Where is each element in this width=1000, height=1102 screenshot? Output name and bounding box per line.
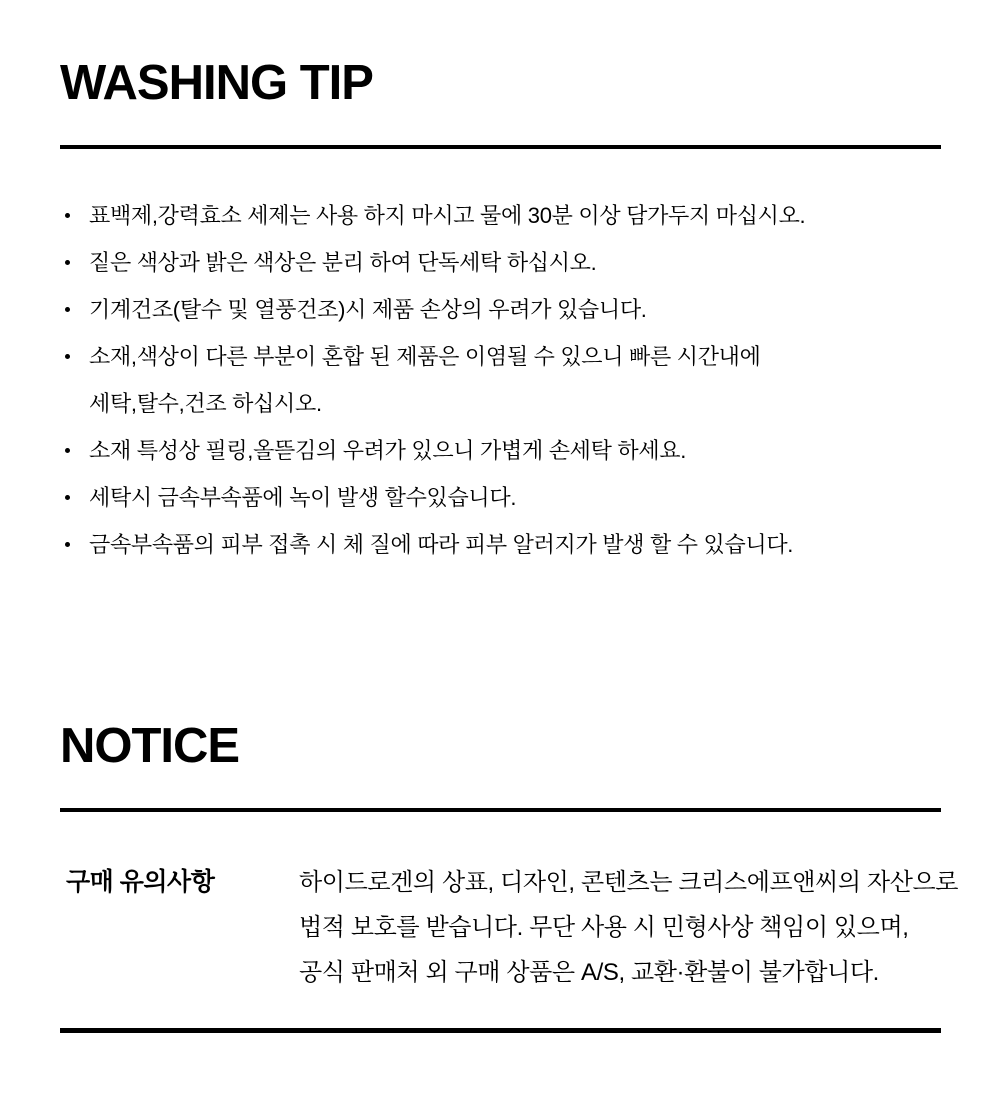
washing-tip-text-line: 소재,색상이 다른 부분이 혼합 된 제품은 이염될 수 있으니 빠른 시간내에 (89, 344, 761, 369)
bottom-divider (60, 1028, 941, 1033)
bullet-dot-icon (65, 495, 70, 500)
washing-tip-text: 금속부속품의 피부 접촉 시 체 질에 따라 피부 알러지가 발생 할 수 있습니다. (89, 532, 794, 557)
washing-tip-text: 세탁시 금속부속품에 녹이 발생 할수있습니다. (89, 485, 517, 510)
bullet-dot-icon (65, 448, 70, 453)
washing-tip-text (89, 333, 761, 427)
washing-tip-text-line: 세탁,탈수,건조 하십시오. (89, 391, 322, 416)
notice-body-line: 법적 보호를 받습니다. 무단 사용 시 민형사상 책임이 있으며, (299, 914, 909, 941)
notice-body-line: 하이드로겐의 상표, 디자인, 콘텐츠는 크리스에프앤씨의 자산으로 (299, 869, 959, 896)
washing-tip-item (60, 333, 945, 427)
notice-divider (60, 808, 941, 812)
washing-tip-item (60, 521, 945, 568)
notice-title: NOTICE (60, 719, 240, 773)
bullet-dot-icon (65, 260, 70, 265)
washing-tip-item (60, 427, 945, 474)
washing-tip-item (60, 192, 945, 239)
washing-tip-item (60, 474, 945, 521)
washing-tip-item (60, 239, 945, 286)
notice-label: 구매 유의사항 (66, 868, 215, 896)
bullet-dot-icon (65, 213, 70, 218)
washing-tip-item (60, 286, 945, 333)
washing-tip-text: 짙은 색상과 밝은 색상은 분리 하여 단독세탁 하십시오. (89, 250, 597, 275)
bullet-dot-icon (65, 354, 70, 359)
bullet-dot-icon (65, 307, 70, 312)
washing-tip-title: WASHING TIP (60, 56, 373, 110)
washing-tip-text: 기계건조(탈수 및 열풍건조)시 제품 손상의 우려가 있습니다. (89, 297, 647, 322)
washing-tip-divider (60, 145, 941, 149)
washing-tip-list (60, 192, 945, 568)
washing-tip-text: 표백제,강력효소 세제는 사용 하지 마시고 물에 30분 이상 담가두지 마십시오. (89, 203, 806, 228)
notice-body-line: 공식 판매처 외 구매 상품은 A/S, 교환·환불이 불가합니다. (299, 959, 879, 986)
bullet-dot-icon (65, 542, 70, 547)
washing-tip-text: 소재 특성상 필링,올뜯김의 우려가 있으니 가볍게 손세탁 하세요. (89, 438, 687, 463)
notice-body (299, 860, 959, 995)
